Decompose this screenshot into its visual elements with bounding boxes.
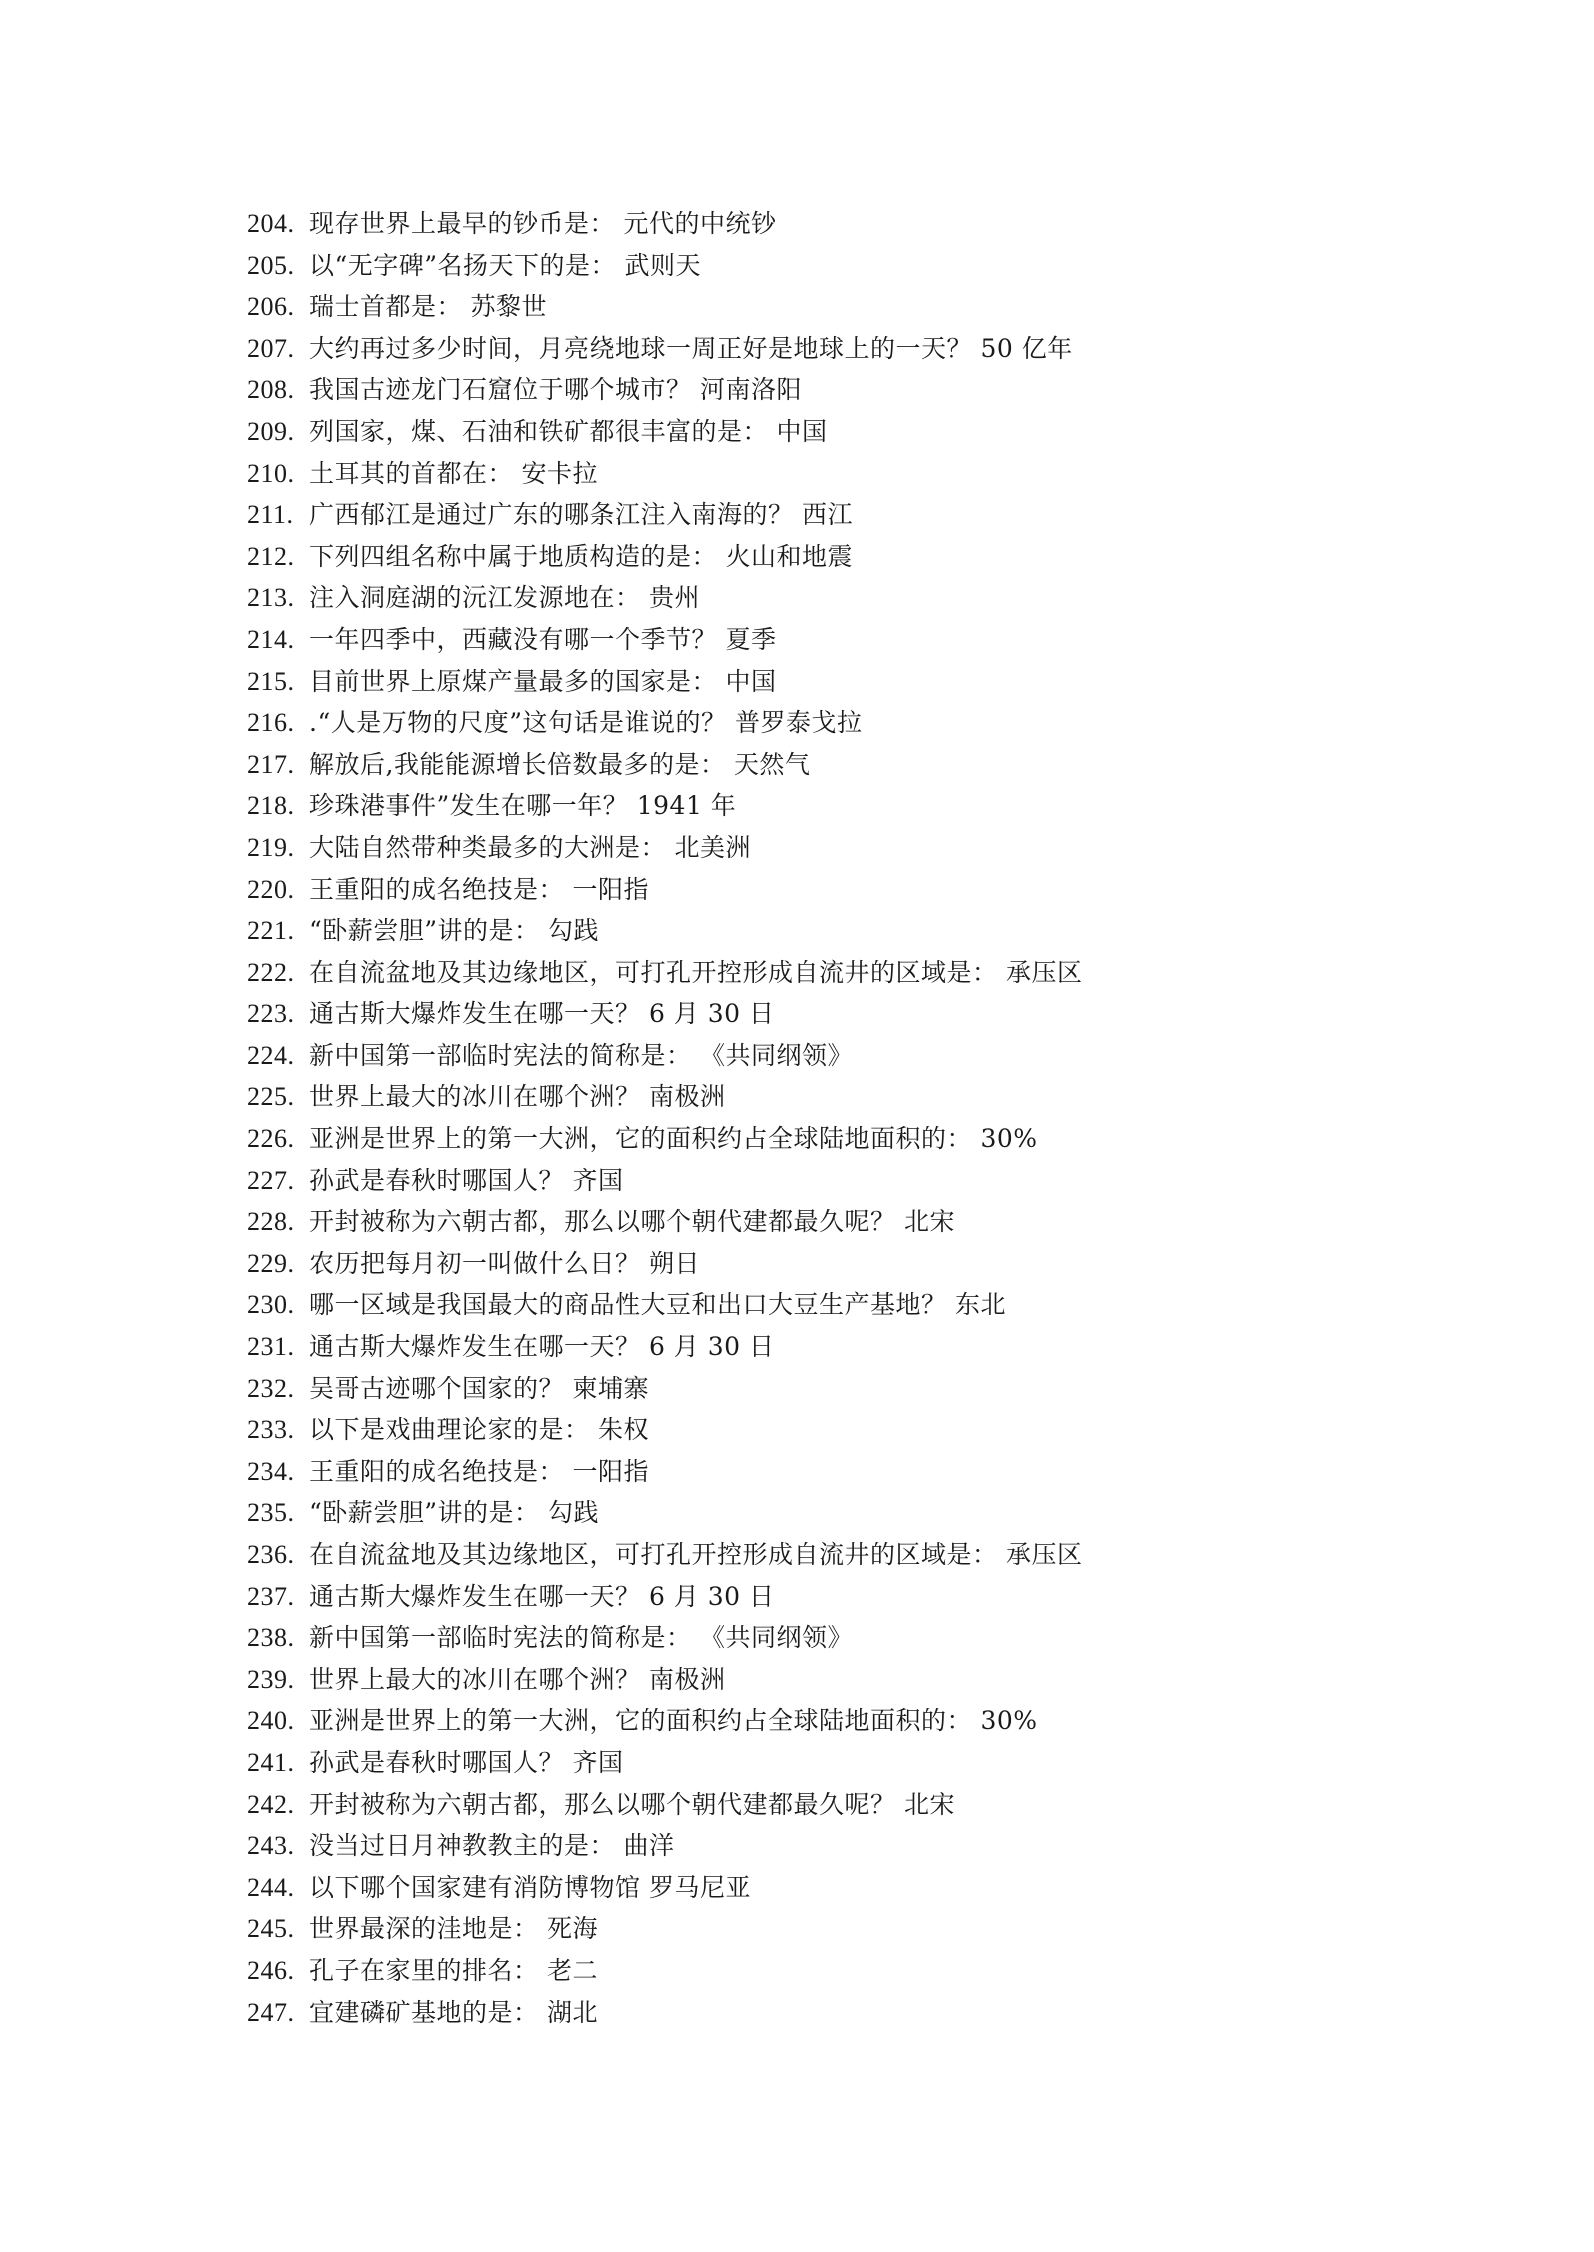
- list-item: [247, 1201, 1497, 1243]
- item-number: 227.: [247, 1165, 295, 1195]
- item-text: 解放后,我能能源增长倍数最多的是： 天然气: [309, 749, 811, 779]
- list-item: [247, 245, 1497, 287]
- list-item: [247, 1409, 1497, 1451]
- list-item: [247, 1160, 1497, 1202]
- item-text: 以“无字碑”名扬天下的是： 武则天: [309, 250, 702, 280]
- item-text: 瑞士首都是： 苏黎世: [309, 292, 547, 322]
- item-number: 242.: [247, 1789, 295, 1819]
- item-text: 广西郁江是通过广东的哪条江注入南海的？ 西江: [309, 500, 853, 530]
- item-number: 204.: [247, 209, 295, 238]
- list-item: [247, 1992, 1497, 2034]
- item-text: 宜建磷矿基地的是： 湖北: [309, 1997, 598, 2027]
- item-text: 亚洲是世界上的第一大洲，它的面积约占全球陆地面积的： 30%: [309, 1124, 1038, 1154]
- list-item: [247, 952, 1497, 994]
- list-item: [247, 1326, 1497, 1368]
- list-item: [247, 203, 1497, 245]
- list-item: [247, 1284, 1497, 1326]
- item-number: 228.: [247, 1207, 295, 1237]
- item-number: 243.: [247, 1831, 295, 1861]
- item-text: 通古斯大爆炸发生在哪一天？ 6 月 30 日: [309, 999, 775, 1029]
- item-number: 223.: [247, 999, 295, 1029]
- list-item: [247, 1700, 1497, 1742]
- list-item: [247, 1867, 1497, 1909]
- list-item: [247, 453, 1497, 495]
- list-item: [247, 369, 1497, 411]
- item-text: 孔子在家里的排名： 老二: [309, 1955, 598, 1985]
- list-item: [247, 1742, 1497, 1784]
- item-text: 我国古迹龙门石窟位于哪个城市？ 河南洛阳: [309, 375, 802, 405]
- item-number: 232.: [247, 1373, 295, 1403]
- item-number: 247.: [247, 1997, 295, 2027]
- item-number: 231.: [247, 1332, 295, 1362]
- list-item: [247, 1368, 1497, 1410]
- list-item: [247, 661, 1497, 703]
- list-item: [247, 1035, 1497, 1077]
- item-text: 孙武是春秋时哪国人？ 齐国: [309, 1747, 624, 1777]
- item-number: 238.: [247, 1623, 295, 1653]
- item-text: 孙武是春秋时哪国人？ 齐国: [309, 1165, 624, 1195]
- item-number: 205.: [247, 250, 295, 280]
- item-text: 王重阳的成名绝技是： 一阳指: [309, 1456, 649, 1486]
- item-text: 吴哥古迹哪个国家的？ 柬埔寨: [309, 1373, 649, 1403]
- list-item: [247, 869, 1497, 911]
- item-number: 226.: [247, 1124, 295, 1154]
- list-item: [247, 1576, 1497, 1618]
- list-item: [247, 411, 1497, 453]
- list-item: [247, 827, 1497, 869]
- list-item: [247, 910, 1497, 952]
- item-number: 220.: [247, 874, 295, 904]
- list-item: [247, 702, 1497, 744]
- item-text: 土耳其的首都在： 安卡拉: [309, 458, 598, 488]
- item-text: 世界上最大的冰川在哪个洲？ 南极洲: [309, 1082, 726, 1112]
- list-item: [247, 1908, 1497, 1950]
- list-item: [247, 328, 1497, 370]
- item-number: 217.: [247, 749, 295, 779]
- list-item: [247, 1617, 1497, 1659]
- item-text: 在自流盆地及其边缘地区，可打孔开控形成自流井的区域是： 承压区: [309, 1540, 1083, 1569]
- item-number: 218.: [247, 791, 295, 821]
- item-text: 目前世界上原煤产量最多的国家是： 中国: [309, 666, 777, 696]
- item-number: 240.: [247, 1706, 295, 1736]
- item-text: 注入洞庭湖的沅江发源地在： 贵州: [309, 583, 700, 613]
- item-text: 世界上最大的冰川在哪个洲？ 南极洲: [309, 1664, 726, 1694]
- item-number: 229.: [247, 1248, 295, 1278]
- item-number: 241.: [247, 1747, 295, 1777]
- item-text: 开封被称为六朝古都，那么以哪个朝代建都最久呢？ 北宋: [309, 1207, 955, 1237]
- item-number: 244.: [247, 1872, 295, 1902]
- item-number: 208.: [247, 375, 295, 405]
- item-text: 亚洲是世界上的第一大洲，它的面积约占全球陆地面积的： 30%: [309, 1706, 1038, 1736]
- list-item: [247, 1825, 1497, 1867]
- item-text: 世界最深的洼地是： 死海: [309, 1914, 598, 1944]
- item-text: 通古斯大爆炸发生在哪一天？ 6 月 30 日: [309, 1581, 775, 1611]
- item-text: 下列四组名称中属于地质构造的是： 火山和地震: [309, 541, 853, 571]
- item-number: 210.: [247, 458, 295, 488]
- item-text: 以下哪个国家建有消防博物馆 罗马尼亚: [309, 1872, 751, 1902]
- item-number: 236.: [247, 1540, 295, 1569]
- item-text: 一年四季中，西藏没有哪一个季节？ 夏季: [309, 624, 777, 654]
- list-item: [247, 494, 1497, 536]
- item-text: 没当过日月神教教主的是： 曲洋: [309, 1831, 675, 1861]
- list-item: [247, 619, 1497, 661]
- item-text: 列国家，煤、石油和铁矿都很丰富的是： 中国: [309, 416, 828, 446]
- item-text: .“人是万物的尺度”这句话是谁说的？ 普罗泰戈拉: [309, 708, 863, 738]
- item-number: 216.: [247, 708, 295, 738]
- item-number: 235.: [247, 1498, 295, 1528]
- item-text: 哪一区域是我国最大的商品性大豆和出口大豆生产基地？ 东北: [309, 1290, 1006, 1320]
- item-number: 206.: [247, 292, 295, 322]
- item-text: “卧薪尝胆”讲的是： 勾践: [309, 1498, 600, 1528]
- item-number: 215.: [247, 666, 295, 696]
- item-text: 以下是戏曲理论家的是： 朱权: [309, 1415, 649, 1445]
- item-number: 233.: [247, 1415, 295, 1445]
- list-item: [247, 1534, 1497, 1576]
- item-text: 王重阳的成名绝技是： 一阳指: [309, 874, 649, 904]
- list-item: [247, 1118, 1497, 1160]
- item-text: 农历把每月初一叫做什么日？ 朔日: [309, 1248, 700, 1278]
- item-text: 新中国第一部临时宪法的简称是： 《共同纲领》: [309, 1040, 853, 1070]
- list-item: [247, 993, 1497, 1035]
- list-item: [247, 286, 1497, 328]
- item-number: 246.: [247, 1955, 295, 1985]
- item-text: 通古斯大爆炸发生在哪一天？ 6 月 30 日: [309, 1332, 775, 1362]
- item-number: 245.: [247, 1914, 295, 1944]
- item-text: “卧薪尝胆”讲的是： 勾践: [309, 916, 600, 946]
- item-number: 224.: [247, 1040, 295, 1070]
- list-item: [247, 1492, 1497, 1534]
- item-number: 221.: [247, 916, 295, 946]
- item-text: 开封被称为六朝古都，那么以哪个朝代建都最久呢？ 北宋: [309, 1789, 955, 1819]
- item-text: 在自流盆地及其边缘地区，可打孔开控形成自流井的区域是： 承压区: [309, 957, 1083, 987]
- list-item: [247, 1451, 1497, 1493]
- item-number: 214.: [247, 624, 295, 654]
- list-item: [247, 744, 1497, 786]
- item-number: 234.: [247, 1456, 295, 1486]
- list-item: [247, 1076, 1497, 1118]
- list-item: [247, 1243, 1497, 1285]
- item-text: 大陆自然带种类最多的大洲是： 北美洲: [309, 832, 751, 862]
- item-number: 211.: [247, 500, 294, 530]
- item-number: 213.: [247, 583, 295, 613]
- question-answer-list: [247, 203, 1497, 2033]
- item-number: 209.: [247, 416, 295, 446]
- list-item: [247, 536, 1497, 578]
- list-item: [247, 785, 1497, 827]
- item-number: 225.: [247, 1082, 295, 1112]
- item-text: 新中国第一部临时宪法的简称是： 《共同纲领》: [309, 1623, 853, 1653]
- item-number: 230.: [247, 1290, 295, 1320]
- list-item: [247, 577, 1497, 619]
- item-text: 大约再过多少时间，月亮绕地球一周正好是地球上的一天？ 50 亿年: [309, 333, 1073, 363]
- list-item: [247, 1784, 1497, 1826]
- item-number: 207.: [247, 333, 295, 363]
- item-number: 219.: [247, 832, 295, 862]
- item-number: 239.: [247, 1664, 295, 1694]
- list-item: [247, 1950, 1497, 1992]
- item-text: 珍珠港事件”发生在哪一年？ 1941 年: [309, 791, 737, 821]
- item-number: 237.: [247, 1581, 295, 1611]
- item-text: 现存世界上最早的钞币是： 元代的中统钞: [309, 209, 777, 238]
- list-item: [247, 1659, 1497, 1701]
- item-number: 222.: [247, 957, 295, 987]
- item-number: 212.: [247, 541, 295, 571]
